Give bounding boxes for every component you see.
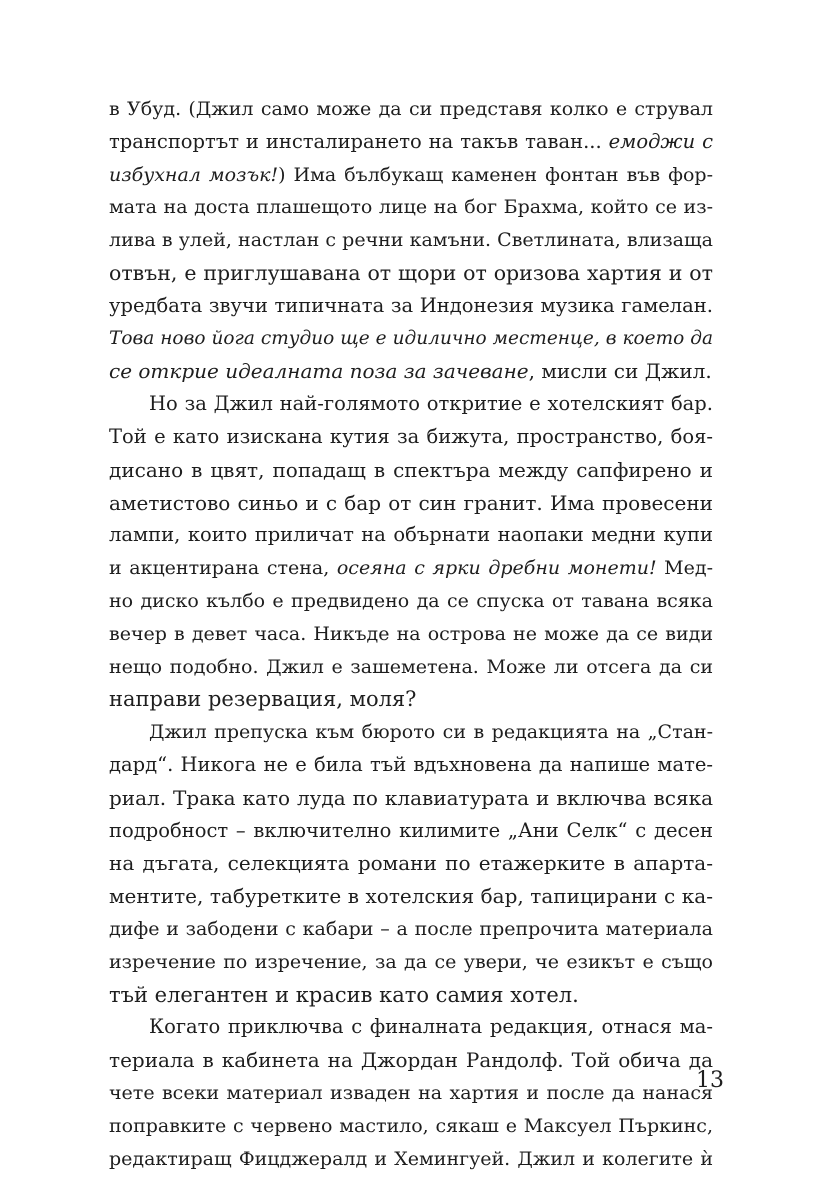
text-run: териала в кабинета на Джордан Рандолф. Той обича да — [109, 1048, 713, 1073]
text-run: мата на доста плашещото лице на бог Брахма, който се из- — [109, 196, 713, 219]
text-run: ментите, табуретките в хотелския бар, тапицирани с ка- — [109, 884, 713, 909]
text-run: в Убуд. (Джил само може да си представя колко е струвал — [109, 98, 713, 120]
text-run: дард“. Никога не е била тъй вдъхновена да напише мате- — [109, 752, 713, 776]
text-line — [109, 618, 713, 651]
text-run: уредбата звучи типичната за Индонезия музика гамелан. — [109, 293, 713, 317]
text-line — [109, 979, 713, 1012]
text-line — [109, 946, 713, 979]
italic-text: осеяна с ярки дребни монети! — [336, 557, 657, 580]
italic-text: Това ново йога студио ще е идилично местенце, в което да — [109, 327, 713, 349]
text-line — [109, 1044, 713, 1077]
text-run: транспортът и инсталирането на такъв таван... — [109, 129, 609, 153]
text-line — [109, 716, 713, 749]
page-number: 13 — [696, 1068, 724, 1093]
italic-text: се открие идеалната поза за зачеване — [109, 359, 529, 384]
text-line — [109, 290, 713, 323]
text-run: аметистово синьо и с бар от син гранит. Има провесени — [109, 490, 713, 515]
text-run: , мисли си Джил. — [528, 359, 712, 384]
text-run: редактиращ Фицджералд и Хемингуей. Джил и колегите ѝ — [109, 1147, 713, 1170]
text-run: направи резервация, моля? — [109, 687, 417, 712]
text-line — [109, 355, 713, 388]
text-run: но диско кълбо е предвидено да се спуска от тавана всяка — [109, 589, 713, 612]
text-line — [109, 1011, 713, 1044]
text-line — [109, 257, 713, 290]
text-run: Джил препуска към бюрото си в редакцията на „Стан- — [149, 721, 713, 744]
text-run: нещо подобно. Джил е зашеметена. Може ли отсега да си — [109, 655, 713, 678]
italic-text: емоджи с — [608, 129, 713, 153]
text-run: изречение по изречение, за да се увери, че езикът е също — [109, 950, 713, 973]
paragraph — [109, 716, 713, 1011]
text-line — [109, 585, 713, 618]
text-run: Той е като изискана кутия за бижута, пространство, боя- — [109, 424, 713, 448]
text-line — [109, 880, 713, 913]
text-run: чете всеки материал изваден на хартия и после да нанася — [109, 1081, 713, 1104]
text-run: дисано в цвят, попадащ в спектъра между сапфирено и — [109, 457, 713, 482]
text-run: лампи, които приличат на обърнати наопаки медни купи — [109, 523, 713, 547]
text-line — [109, 847, 713, 880]
text-line — [109, 421, 713, 454]
text-line — [109, 487, 713, 520]
text-line — [109, 651, 713, 684]
text-run: отвън, е приглушавана от щори от оризова хартия и от — [109, 260, 713, 285]
text-run: Мед- — [656, 557, 714, 580]
text-run: поправките с червено мастило, сякаш е Максуел Пъркинс, — [109, 1114, 713, 1137]
text-line — [109, 552, 713, 585]
text-run: на дъгата, селекцията романи по етажерките в апарта- — [109, 851, 713, 876]
text-run: лива в улей, настлан с речни камъни. Светлината, влизаща — [109, 229, 713, 252]
page-body — [109, 93, 713, 1175]
text-line — [109, 93, 713, 126]
text-line — [109, 323, 713, 356]
text-line — [109, 454, 713, 487]
italic-text: избухнал мозък! — [109, 163, 279, 186]
paragraph — [109, 1011, 713, 1175]
text-run: тъй елегантен и красив като самия хотел. — [109, 982, 579, 1007]
paragraph — [109, 388, 713, 716]
text-run: подробност – включително килимите „Ани Селк“ с десен — [109, 818, 713, 842]
text-line — [109, 815, 713, 848]
text-run: Когато приключва с финалната редакция, отнася ма- — [149, 1015, 713, 1039]
text-line — [109, 224, 713, 257]
text-line — [109, 782, 713, 815]
text-line — [109, 126, 713, 159]
text-line — [109, 749, 713, 782]
text-line — [109, 159, 713, 192]
text-line — [109, 1110, 713, 1143]
text-run: и акцентирана стена, — [109, 557, 337, 580]
text-run: ) Има бълбукащ каменен фонтан във фор- — [278, 163, 713, 186]
text-run: риал. Трака като луда по клавиатурата и включва всяка — [109, 785, 713, 810]
text-run: вечер в девет часа. Никъде на острова не може да се види — [109, 622, 713, 645]
text-line — [109, 519, 713, 552]
text-run: дифе и забодени с кабари – а после препрочита материала — [109, 917, 713, 940]
text-line — [109, 191, 713, 224]
paragraph — [109, 93, 713, 388]
text-run: Но за Джил най-голямото откритие е хотелският бар. — [149, 392, 713, 416]
text-line — [109, 1077, 713, 1110]
text-line — [109, 388, 713, 421]
text-line — [109, 683, 713, 716]
text-line — [109, 913, 713, 946]
text-line — [109, 1143, 713, 1176]
